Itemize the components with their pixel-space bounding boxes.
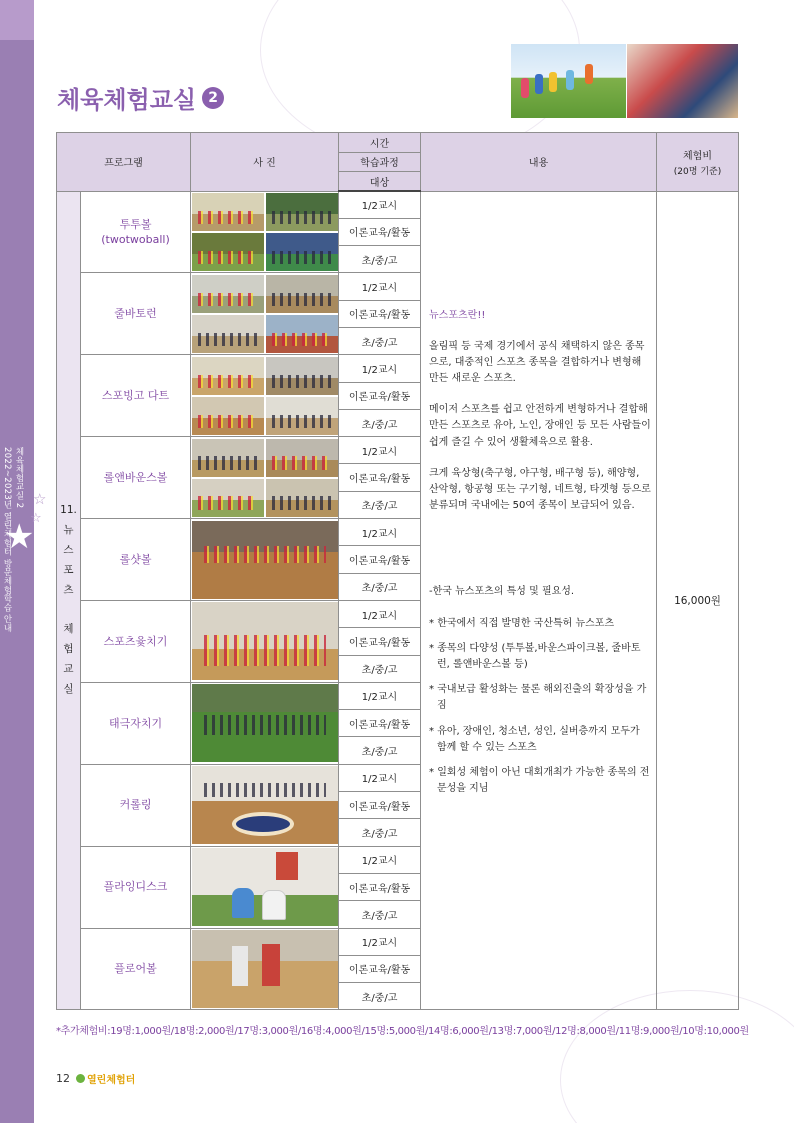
target-cell: 초/중/고 (339, 655, 421, 682)
program-name: 플로어볼 (81, 928, 191, 1010)
category-char: 교 (63, 663, 74, 676)
category-char: 뉴 (63, 523, 74, 536)
header-course: 학습과정 (339, 152, 421, 172)
time-cell: 1/2교시 (339, 846, 421, 873)
header-fee-note: (20명 기준) (673, 166, 722, 177)
header-fee (657, 133, 739, 192)
header-program: 프로그램 (57, 133, 191, 192)
program-photo (191, 273, 339, 355)
category-char: 11. (60, 503, 77, 516)
course-cell: 이론교육/활동 (339, 873, 421, 900)
sidebar-label-1: 체육체험교실 2 (14, 447, 24, 509)
page-title-text: 체육체험교실 (57, 86, 197, 114)
program-photo (191, 519, 339, 601)
program-photo (191, 682, 339, 764)
category-char: 포 (63, 563, 74, 576)
program-photo (191, 600, 339, 682)
program-photo (191, 355, 339, 437)
course-cell: 이론교육/활동 (339, 464, 421, 491)
course-cell: 이론교육/활동 (339, 300, 421, 327)
fee-cell: 16,000원 (657, 191, 739, 1010)
course-cell: 이론교육/활동 (339, 546, 421, 573)
time-cell: 1/2교시 (339, 764, 421, 791)
time-cell: 1/2교시 (339, 273, 421, 300)
program-name: 스포빙고 다트 (81, 355, 191, 437)
time-cell: 1/2교시 (339, 191, 421, 218)
time-cell: 1/2교시 (339, 682, 421, 709)
additional-fee-footnote: *추가체험비:19명:1,000원/18명:2,000원/17명:3,000원/16명:4,000원/15명:5,000원/14명:6,000원/13명:7,000원/12명:8,000원/11명:9,000원/10명:10,000원 (56, 1026, 749, 1037)
content-bullet: * 유아, 장애인, 청소년, 성인, 실버층까지 모두가 함께 할 수 있는 스포츠 (429, 725, 640, 753)
time-cell: 1/2교시 (339, 437, 421, 464)
target-cell: 초/중/고 (339, 409, 421, 436)
category-char: 실 (63, 683, 74, 696)
program-name-text: 투투볼 (twotwoball) (101, 217, 170, 246)
target-cell: 초/중/고 (339, 573, 421, 600)
header-fee-label: 체험비 (683, 150, 712, 162)
category-char (57, 600, 80, 620)
program-name: 태극자치기 (81, 682, 191, 764)
content-bullet: * 국내보급 활성화는 물론 해외진출의 확장성을 가짐 (429, 684, 647, 712)
category-char: 험 (63, 643, 74, 656)
header-photo: 사 진 (191, 133, 339, 192)
target-cell: 초/중/고 (339, 819, 421, 846)
target-cell: 초/중/고 (339, 983, 421, 1010)
course-cell: 이론교육/활동 (339, 792, 421, 819)
course-cell: 이론교육/활동 (339, 628, 421, 655)
program-photo (191, 437, 339, 519)
target-cell: 초/중/고 (339, 901, 421, 928)
header-content: 내용 (421, 133, 657, 192)
content-bullet: * 한국에서 직접 발명한 국산특허 뉴스포츠 (429, 617, 615, 629)
program-photo (191, 191, 339, 273)
target-cell: 초/중/고 (339, 737, 421, 764)
time-cell: 1/2교시 (339, 519, 421, 546)
logo (76, 1071, 135, 1086)
category-char: 츠 (63, 583, 74, 596)
program-name: 롤샷볼 (81, 519, 191, 601)
course-cell: 이론교육/활동 (339, 382, 421, 409)
category-char: 스 (63, 543, 74, 556)
target-cell: 초/중/고 (339, 327, 421, 354)
course-cell: 이론교육/활동 (339, 710, 421, 737)
sidebar-label-2: 2022~2023년 열린체험터 방문체험학습 안내 (2, 447, 12, 633)
program-name: 롤앤바운스볼 (81, 437, 191, 519)
target-cell: 초/중/고 (339, 246, 421, 273)
content-bullet: * 일회성 체험이 아닌 대회개최가 가능한 종목의 전문성을 지님 (429, 766, 650, 795)
header-target: 대상 (339, 172, 421, 192)
time-cell: 1/2교시 (339, 355, 421, 382)
program-name: 플라잉디스크 (81, 846, 191, 928)
time-cell: 1/2교시 (339, 600, 421, 627)
content-paragraph: 크게 육상형(축구형, 야구형, 배구형 등), 해양형, 산악형, 항공형 또는 구기형, 네트형, 타겟형 등으로 분류되며 국내에는 50여 종목이 보급되어 있음. (429, 467, 651, 512)
category-cell (57, 191, 81, 1010)
program-name (81, 191, 191, 273)
content-subheading: -한국 뉴스포츠의 특성 및 필요성. (429, 586, 575, 598)
star-outline-icon: ☆ (30, 511, 42, 526)
program-name: 커롤링 (81, 764, 191, 846)
content-paragraph: 올림픽 등 국제 경기에서 공식 채택하지 않은 종목으로, 대중적인 스포츠 종목을 결합하거나 변형해 만든 새로운 스포츠. (429, 340, 645, 385)
header-photo-tug-of-war (511, 44, 626, 118)
page-number: 12 (56, 1072, 70, 1085)
logo-text: 열린체험터 (87, 1075, 136, 1086)
header-photo-rope-pull (627, 44, 738, 118)
program-photo (191, 764, 339, 846)
category-char: 체 (63, 623, 74, 636)
time-cell: 1/2교시 (339, 928, 421, 955)
star-outline-icon: ☆ (33, 490, 47, 508)
star-icon: ★ (4, 517, 35, 557)
content-bullet: * 종목의 다양성 (투투볼,바운스파이크볼, 줄바토런, 롤앤바운스볼 등) (429, 642, 641, 670)
logo-leaf-icon (76, 1074, 85, 1083)
target-cell: 초/중/고 (339, 491, 421, 518)
content-heading: 뉴스포츠란!! (429, 309, 486, 321)
program-name: 스포츠윷치기 (81, 600, 191, 682)
page-title (57, 80, 224, 115)
content-paragraph: 메이저 스포츠를 쉽고 안전하게 변형하거나 결합해 만든 스포츠로 유아, 노인, 장애인 등 모든 사람들이 쉽게 즐길 수 있어 생활체육으로 활용. (429, 404, 651, 448)
course-cell: 이론교육/활동 (339, 218, 421, 245)
content-cell (421, 191, 657, 1010)
sidebar-top-band (0, 0, 34, 40)
program-name: 줄바토런 (81, 273, 191, 355)
header-time: 시간 (339, 133, 421, 153)
program-photo (191, 928, 339, 1010)
program-photo (191, 846, 339, 928)
title-number-badge: 2 (202, 87, 224, 109)
program-table (56, 132, 739, 1010)
course-cell: 이론교육/활동 (339, 955, 421, 982)
category-label (57, 501, 80, 700)
